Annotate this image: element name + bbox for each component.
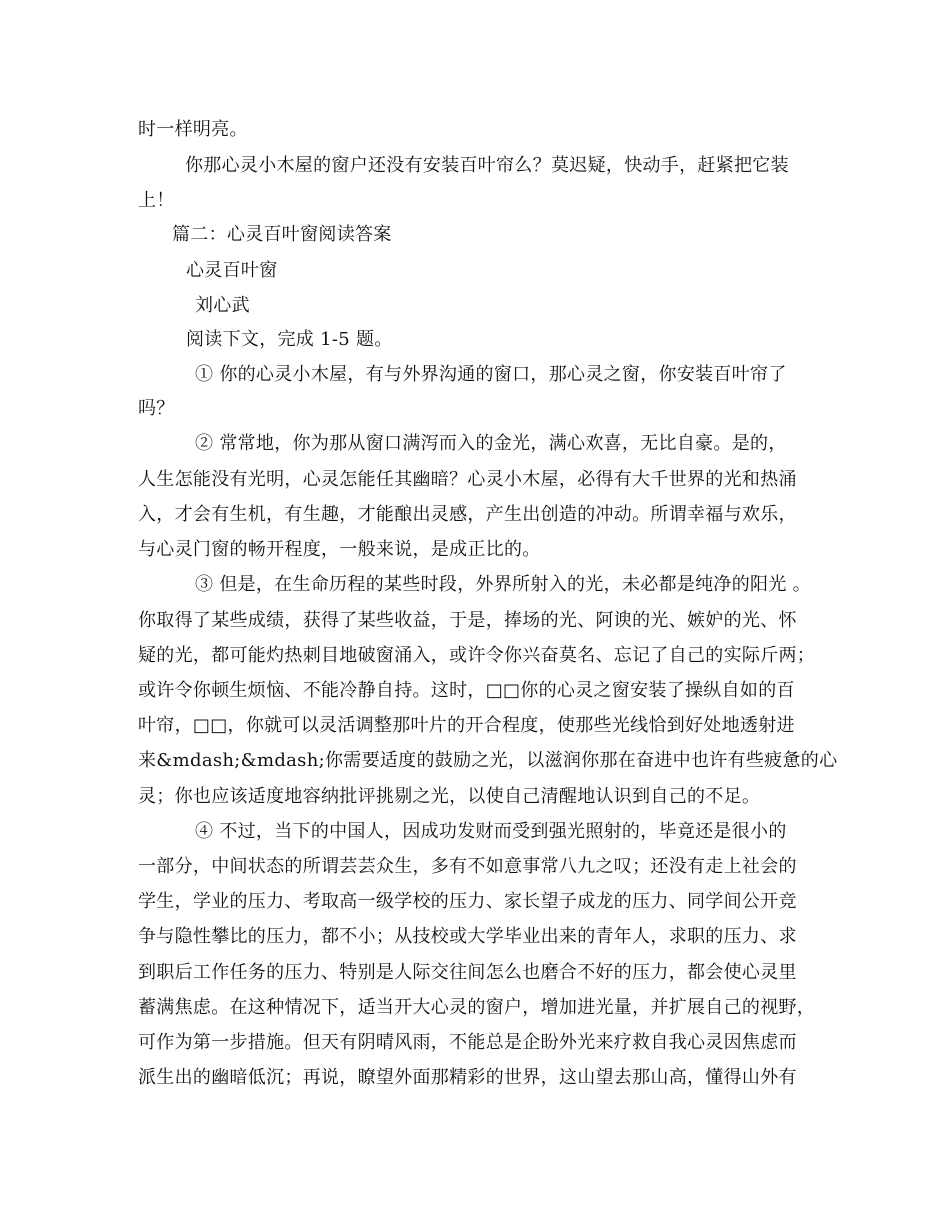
paragraph-2-line-1: ② 常常地，你为那从窗口满泻而入的金光，满心欢喜，无比自豪。是的， xyxy=(195,433,787,454)
text-line-1: 时一样明亮。 xyxy=(138,119,248,140)
paragraph-2-line-2: 人生怎能没有光明，心灵怎能任其幽暗？心灵小木屋，必得有大千世界的光和热涌 xyxy=(138,469,797,490)
paragraph-4-line-5: 到职后工作任务的压力、特别是人际交往间怎么也磨合不好的压力，都会使心灵里 xyxy=(138,962,797,983)
section-heading: 篇二：心灵百叶窗阅读答案 xyxy=(172,224,392,245)
paragraph-1-line-1: ① 你的心灵小木屋，有与外界沟通的窗口，那心灵之窗，你安装百叶帘了 xyxy=(195,364,787,385)
paragraph-1-line-2: 吗？ xyxy=(138,398,175,419)
paragraph-2-line-4: 与心灵门窗的畅开程度，一般来说，是成正比的。 xyxy=(138,539,541,560)
text-line-3: 上！ xyxy=(138,190,175,211)
paragraph-4-line-6: 蓄满焦虑。在这种情况下，适当开大心灵的窗户，增加进光量，并扩展自己的视野， xyxy=(138,997,816,1018)
paragraph-4-line-2: 一部分，中间状态的所谓芸芸众生，多有不如意事常八九之叹；还没有走上社会的 xyxy=(138,856,797,877)
paragraph-4-line-4: 争与隐性攀比的压力，都不小；从技校或大学毕业出来的青年人，求职的压力、求 xyxy=(138,926,797,947)
paragraph-3-line-2: 你取得了某些成绩，获得了某些收益，于是，捧场的光、阿谀的光、嫉妒的光、怀 xyxy=(138,610,797,631)
paragraph-4-line-7: 可作为第一步措施。但天有阴晴风雨，不能总是企盼外光来疗救自我心灵因焦虑而 xyxy=(138,1032,797,1053)
paragraph-3-line-3: 疑的光，都可能灼热刺目地破窗涌入，或许令你兴奋莫名、忘记了自己的实际斤两； xyxy=(138,645,816,666)
text-line-2: 你那心灵小木屋的窗户还没有安装百叶帘么？莫迟疑，快动手，赶紧把它装 xyxy=(185,155,789,176)
paragraph-3-line-1: ③ 但是，在生命历程的某些时段，外界所射入的光，未必都是纯净的阳光 。 xyxy=(195,574,811,595)
paragraph-2-line-3: 入，才会有生机，有生趣，才能酿出灵感，产生出创造的冲动。所谓幸福与欢乐， xyxy=(138,504,797,525)
paragraph-4-line-8: 派生出的幽暗低沉；再说，瞭望外面那精彩的世界，这山望去那山高，懂得山外有 xyxy=(138,1067,797,1088)
paragraph-3-line-7: 灵；你也应该适度地容纳批评挑剔之光，以使自己清醒地认识到自己的不足。 xyxy=(138,786,761,807)
article-title: 心灵百叶窗 xyxy=(186,260,278,281)
paragraph-3-line-6: 来&mdash;&mdash;你需要适度的鼓励之光，以滋润你那在奋进中也许有些疲惫的心 xyxy=(138,750,838,771)
article-author: 刘心武 xyxy=(195,295,250,316)
paragraph-3-line-5: 叶帘，□□，你就可以灵活调整那叶片的开合程度，使那些光线恰到好处地透射进 xyxy=(138,715,795,736)
paragraph-4-line-1: ④ 不过，当下的中国人，因成功发财而受到强光照射的，毕竟还是很小的 xyxy=(195,821,787,842)
paragraph-4-line-3: 学生，学业的压力、考取高一级学校的压力、家长望子成龙的压力、同学间公开竞 xyxy=(138,891,797,912)
paragraph-3-line-4: 或许令你顿生烦恼、不能冷静自持。这时，□□你的心灵之窗安装了操纵自如的百 xyxy=(138,680,795,701)
reading-instruction: 阅读下文，完成 1-5 题。 xyxy=(186,329,393,350)
